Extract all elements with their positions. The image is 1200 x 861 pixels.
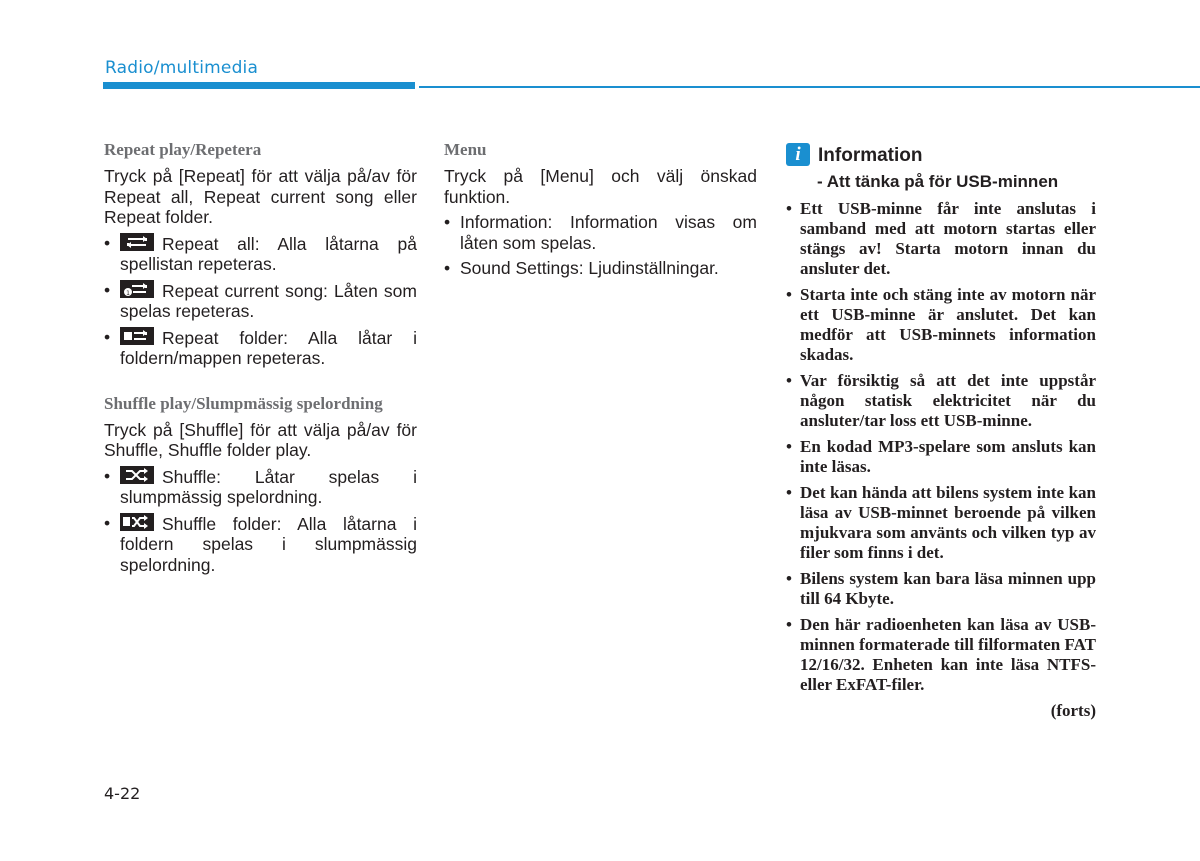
list-item: • Shuffle folder: Alla låtarna i foldern spelas i slumpmässig spelordning. bbox=[104, 512, 417, 575]
list-item: • Shuffle: Låtar spelas i slumpmässig spelordning. bbox=[104, 465, 417, 507]
repeat-heading: Repeat play/Repetera bbox=[104, 140, 262, 159]
menu-heading: Menu bbox=[444, 140, 487, 159]
list-item: • Repeat all: Alla låtarna på spellistan repeteras. bbox=[104, 232, 417, 274]
repeat-list bbox=[104, 233, 417, 369]
repeat-all-text: Repeat all: Alla låtarna på spellistan repeteras. bbox=[120, 233, 417, 274]
list-item: • Bilens system kan bara läsa minnen upp till 64 Kbyte. bbox=[786, 569, 1096, 608]
menu-intro: Tryck på [Menu] och välj önskad funktion. bbox=[444, 166, 757, 207]
header-rule-thin bbox=[419, 86, 1200, 88]
svg-text:1: 1 bbox=[126, 289, 130, 297]
repeat-folder-icon bbox=[120, 327, 154, 345]
list-item: • Ett USB-minne får inte anslutas i samband med att motorn startas eller stängs av! Starta motorn innan du ansluter det. bbox=[786, 199, 1096, 278]
column-menu bbox=[444, 140, 757, 284]
list-item: • Information: Information visas om låten som spelas. bbox=[444, 212, 757, 253]
information-title: Information bbox=[818, 145, 923, 166]
shuffle-heading: Shuffle play/Slumpmässig spelordning bbox=[104, 393, 383, 413]
header-rule-thick bbox=[103, 82, 415, 89]
information-header bbox=[786, 140, 1096, 164]
list-item: • Var försiktig så att det inte uppstår någon statisk elektricitet när du ansluter/tar loss ett USB-minne. bbox=[786, 371, 1096, 430]
shuffle-text: Shuffle: Låtar spelas i slumpmässig spelordning. bbox=[120, 466, 417, 507]
information-list bbox=[786, 199, 1096, 695]
information-subtitle: - Att tänka på för USB-minnen bbox=[817, 172, 1059, 191]
page-number: 4-22 bbox=[104, 784, 141, 803]
menu-item-sound-settings: Sound Settings: Ljudinställningar. bbox=[460, 258, 719, 278]
shuffle-icon bbox=[120, 466, 154, 484]
repeat-folder-text: Repeat folder: Alla låtar i foldern/mappen repeteras. bbox=[120, 327, 417, 368]
column-repeat-shuffle bbox=[104, 140, 417, 580]
repeat-current-song-icon bbox=[120, 280, 154, 298]
shuffle-list bbox=[104, 466, 417, 576]
section-title: Radio/multimedia bbox=[105, 58, 259, 78]
list-item: • En kodad MP3-spelare som ansluts kan inte läsas. bbox=[786, 437, 1096, 476]
list-item: • Den här radioenheten kan läsa av USB-minnen formaterade till filformaten FAT 12/16/32. Enheten kan inte läsa NTFS- eller ExFAT-filer. bbox=[786, 615, 1096, 694]
list-item: • Repeat folder: Alla låtar i foldern/mappen repeteras. bbox=[104, 326, 417, 368]
menu-item-information: Information: Information visas om låten som spelas. bbox=[460, 212, 757, 253]
list-item: • Sound Settings: Ljudinställningar. bbox=[444, 258, 719, 278]
continued-label: (forts) bbox=[1050, 701, 1096, 720]
list-item: • Starta inte och stäng inte av motorn när ett USB-minne är anslutet. Det kan medför att USB-minnets information skadas. bbox=[786, 285, 1096, 364]
repeat-all-icon bbox=[120, 233, 154, 251]
information-icon: i bbox=[786, 143, 810, 166]
list-item: • Det kan hända att bilens system inte kan läsa av USB-minnet beroende på vilken mjukvara som använts och vilken typ av filer som finns i det. bbox=[786, 483, 1096, 562]
repeat-intro: Tryck på [Repeat] för att välja på/av för Repeat all, Repeat current song eller Repeat folder. bbox=[104, 166, 417, 227]
information-box bbox=[786, 140, 1096, 721]
repeat-current-song-text: Repeat current song: Låten som spelas repeteras. bbox=[120, 280, 417, 321]
list-item: • 1 Repeat current song: Låten som spelas repeteras. bbox=[104, 279, 417, 321]
shuffle-folder-text: Shuffle folder: Alla låtarna i foldern spelas i slumpmässig spelordning. bbox=[120, 513, 417, 575]
shuffle-intro: Tryck på [Shuffle] för att välja på/av för Shuffle, Shuffle folder play. bbox=[104, 419, 417, 460]
shuffle-folder-icon bbox=[120, 513, 154, 531]
menu-list bbox=[444, 212, 757, 279]
